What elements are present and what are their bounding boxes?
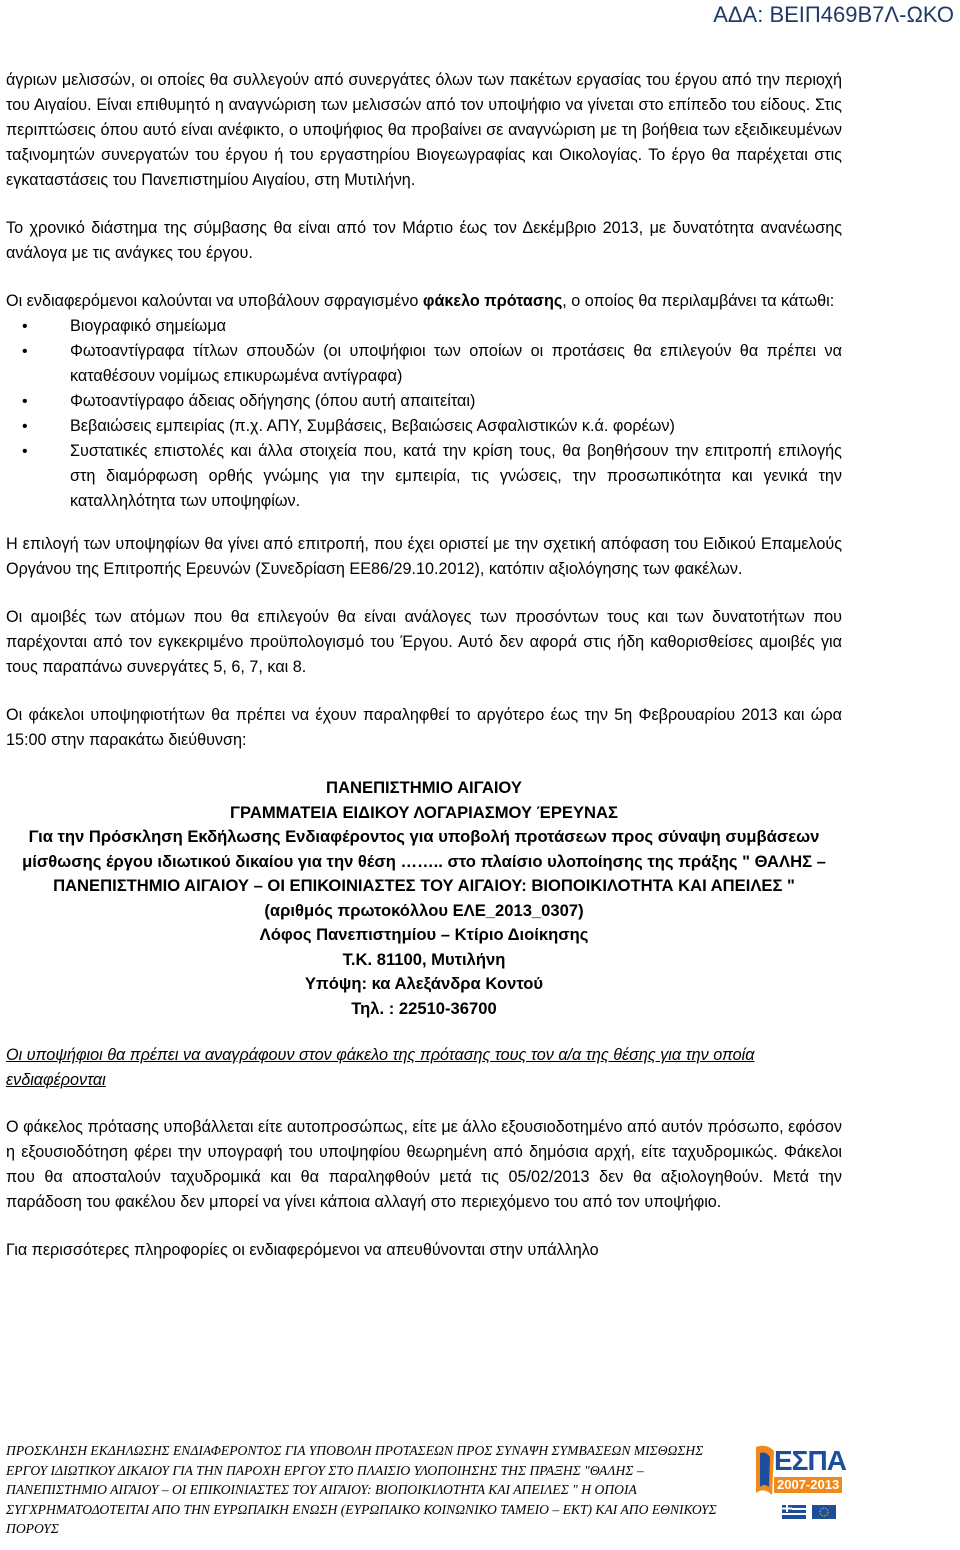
espa-logo-years: 2007-2013 <box>774 1477 842 1493</box>
submission-intro-bold: φάκελο πρότασης <box>422 292 563 310</box>
espa-logo-word: ΕΣΠΑ <box>774 1445 846 1476</box>
paragraph-bee-identification: άγριων μελισσών, οι οποίες θα συλλεγούν από συνεργάτες όλων των πακέτων εργασίας του έργου από την περιοχή του Αιγαίου. Είναι επιθυμητό η αναγνώριση των μελισσών από τον υποψήφιο να γίνεται στο επίπεδο του είδους. Στις περιπτώσεις όπου αυτό είναι ανέφικτο, ο υποψήφιος θα προβαίνει σε αναγνώριση με τη βοήθεια των εξειδικευμένων ταξινομητών συνεργατών του έργου ή του εργαστηρίου Βιογεωγραφίας και Οικολογίας. Το έργο θα παρέχεται στις εγκαταστάσεις του Πανεπιστημίου Αιγαίου, στη Μυτιλήνη. <box>6 71 842 189</box>
paragraph-submission-method: Ο φάκελος πρότασης υποβάλλεται είτε αυτοπροσώπως, είτε με άλλο εξουσιοδοτημένο από αυτόν πρόσωπο, εφόσον η εξουσιοδότηση φέρει την υπογραφή του υποψηφίου θεωρημένη από δημόσια αρχή, είτε ταχυδρομικώς. Φάκελοι που θα αποσταλούν ταχυδρομικά και θα παραληφθούν μετά τις 05/02/2013 δεν θα αξιολογηθούν. Μετά την παράδοση του φακέλου δεν μπορεί να γίνει κάποια αλλαγή στο περιεχόμενο του από τον υποψήφιο. <box>6 1118 842 1211</box>
address-line: ΠΑΝΕΠΙΣΤΗΜΙΟ ΑΙΓΑΙΟΥ <box>326 778 522 797</box>
espa-logo <box>752 1443 844 1525</box>
flags-icon <box>782 1503 842 1519</box>
submission-intro-post: , ο οποίος θα περιλαμβάνει τα κάτωθι: <box>562 292 835 310</box>
paragraph-remuneration: Οι αμοιβές των ατόμων που θα επιλεγούν θα είναι ανάλογες των προσόντων τους και των δυνατοτήτων που παρέχονται από τον εγκεκριμένο προϋπολογισμό του Έργου. Αυτό δεν αφορά στις ήδη καθορισθείσες αμοιβές για τους παραπάνω συνεργάτες 5, 6, 7, και 8. <box>6 608 842 676</box>
address-line: Υπόψη: κα Αλεξάνδρα Κοντού <box>304 974 544 993</box>
address-line: Για την Πρόσκληση Εκδήλωσης Ενδιαφέροντος για υποβολή προτάσεων προς σύναψη συμβάσεων μίσθωσης έργου ιδιωτικού δικαίου για την θέση …….. στο πλαίσιο υλοποίησης της πράξης " ΘΑΛΗΣ – ΠΑΝΕΠΙΣΤΗΜΙΟ ΑΙΓΑΙΟΥ – ΟΙ ΕΠΙΚΟΙΝΙΑΣΤΕΣ ΤΟΥ ΑΙΓΑΙΟΥ: ΒΙΟΠΟΙΚΙΛΟΤΗΤΑ ΚΑΙ ΑΠΕΙΛΕΣ " <box>22 827 826 895</box>
document-body <box>6 68 842 1286</box>
address-line: Λόφος Πανεπιστημίου – Κτίριο Διοίκησης <box>259 925 589 944</box>
list-item: • Φωτοαντίγραφα τίτλων σπουδών (οι υποψήφιοι των οποίων οι προτάσεις θα επιλεγούν θα πρέπει να καταθέσουν νομίμως επικυρωμένα αντίγραφα) <box>70 339 842 389</box>
required-documents-list <box>6 314 842 514</box>
submission-intro-pre: Οι ενδιαφερόμενοι καλούνται να υποβάλουν σφραγισμένο <box>6 292 423 310</box>
address-line: Τηλ. : 22510-36700 <box>351 998 497 1018</box>
paragraph-submission-intro <box>6 289 842 314</box>
address-line: (αριθμός πρωτοκόλλου ΕΛΕ_2013_0307) <box>264 900 584 920</box>
envelope-note: Οι υποψήφιοι θα πρέπει να αναγράφουν στον φάκελο της πρότασης τους τον α/α της θέσης για την οποία ενδιαφέρονται <box>6 1046 755 1089</box>
footer-text: ΠΡΟΣΚΛΗΣΗ ΕΚΔΗΛΩΣΗΣ ΕΝΔΙΑΦΕΡΟΝΤΟΣ ΓΙΑ ΥΠΟΒΟΛΗ ΠΡΟΤΑΣΕΩΝ ΠΡΟΣ ΣΥΝΑΨΗ ΣΥΜΒΑΣΕΩΝ ΜΙΣΘΩΣΗΣ ΕΡΓΟΥ ΙΔΙΩΤΙΚΟΥ ΔΙΚΑΙΟΥ ΓΙΑ ΤΗΝ ΠΑΡΟΧΗ ΕΡΓΟΥ ΣΤΟ ΠΛΑΙΣΙΟ ΥΛΟΠΟΙΗΣΗΣ ΤΗΣ ΠΡΑΞΗΣ "ΘΑΛΗΣ – ΠΑΝΕΠΙΣΤΗΜΙΟ ΑΙΓΑΙΟΥ – ΟΙ ΕΠΙΚΟΙΝΙΑΣΤΕΣ ΤΟΥ ΑΙΓΑΙΟΥ: ΒΙΟΠΟΙΚΙΛΟΤΗΤΑ ΚΑΙ ΑΠΕΙΛΕΣ " Η ΟΠΟΙΑ ΣΥΓΧΡΗΜΑΤΟΔΟΤΕΙΤΑΙ ΑΠΟ ΤΗΝ ΕΥΡΩΠΑΙΚΗ ΕΝΩΣΗ (ΕΥΡΩΠΑΙΚΟ ΚΟΙΝΩΝΙΚΟ ΤΑΜΕΙΟ – ΕΚΤ) ΚΑΙ ΑΠΟ ΕΘΝΙΚΟΥΣ ΠΟΡΟΥΣ <box>6 1443 717 1536</box>
paragraph-deadline: Οι φάκελοι υποψηφιοτήτων θα πρέπει να έχουν παραληφθεί το αργότερο έως την 5η Φεβρουαρίου 2013 και ώρα 15:00 στην παρακάτω διεύθυνση: <box>6 706 842 749</box>
address-line: Τ.Κ. 81100, Μυτιλήνη <box>342 949 506 969</box>
list-item: • Συστατικές επιστολές και άλλα στοιχεία που, κατά την κρίση τους, θα βοηθήσουν την επιτροπή επιλογής στη διαμόρφωση ορθής γνώμης για την εμπειρία, τις γνώσεις, την προσωπικότητα και γενικά την καταλληλότητα των υποψηφίων. <box>70 439 842 514</box>
paragraph-selection-committee: Η επιλογή των υποψηφίων θα γίνει από επιτροπή, που έχει οριστεί με την σχετική απόφαση του Ειδικού Επαμελούς Οργάνου της Επιτροπής Ερευνών (Συνεδρίαση ΕΕ86/29.10.2012), κατόπιν αξιολόγησης των φακέλων. <box>6 535 842 578</box>
paragraph-contract-period: Το χρονικό διάστημα της σύμβασης θα είναι από τον Μάρτιο έως τον Δεκέμβριο 2013, με δυνατότητα ανανέωσης ανάλογα με τις ανάγκες του έργου. <box>6 219 842 262</box>
list-item: • Βιογραφικό σημείωμα <box>70 314 842 339</box>
paragraph-more-info: Για περισσότερες πληροφορίες οι ενδιαφερόμενοι να απευθύνονται στην υπάλληλο <box>6 1241 599 1259</box>
submission-address <box>6 776 842 1021</box>
address-line: ΓΡΑΜΜΑΤΕΙΑ ΕΙΔΙΚΟΥ ΛΟΓΑΡΙΑΣΜΟΥ ΈΡΕΥΝΑΣ <box>230 802 618 822</box>
list-item: • Βεβαιώσεις εμπειρίας (π.χ. ΑΠΥ, Συμβάσεις, Βεβαιώσεις Ασφαλιστικών κ.ά. φορέων) <box>70 414 842 439</box>
list-item: • Φωτοαντίγραφο άδειας οδήγησης (όπου αυτή απαιτείται) <box>70 389 842 414</box>
ada-code: ΑΔΑ: ΒΕΙΠ469Β7Λ-ΩΚΟ <box>713 2 954 27</box>
